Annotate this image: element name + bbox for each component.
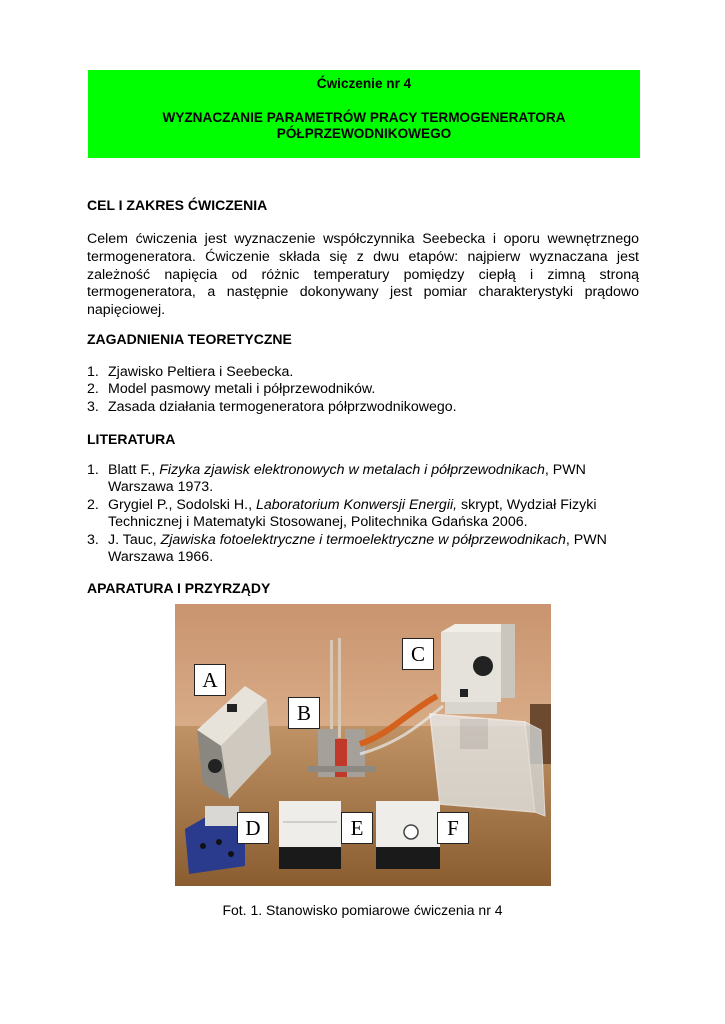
photo-label-c: C (402, 638, 434, 670)
list-item: 1. Zjawisko Peltiera i Seebecka. (87, 364, 294, 380)
plexiglass-tank (430, 714, 545, 816)
photo-label-f: F (437, 812, 469, 844)
photo-label-b: B (288, 697, 320, 729)
theory-list (87, 364, 647, 416)
list-item: 2. Grygiel P., Sodolski H., Laboratorium Konwersji Energii, skrypt, Wydział Fizyki Technicznej i Matematyki Stosowanej, Politechnika Gdańska 2006. (87, 496, 597, 531)
photo-label-d: D (237, 812, 269, 844)
goal-heading: CEL I ZAKRES ĆWICZENIA (87, 197, 268, 213)
list-item: 3. J. Tauc, Zjawiska fotoelektryczne i termoelektryczne w półprzewodnikach, PWN Warszawa 1966. (87, 531, 607, 566)
literature-heading: LITERATURA (87, 431, 176, 447)
lesson-number: Ćwiczenie nr 4 (316, 76, 412, 91)
photo-label-a: A (194, 664, 226, 696)
list-item: 2. Model pasmowy metali i półprzewodników. (87, 381, 376, 398)
page-title: WYZNACZANIE PARAMETRÓW PRACY TERMOGENERATORA PÓŁPRZEWODNIKOWEGO (162, 110, 566, 141)
list-item: 3. Zasada działania termogeneratora półprzwodnikowego. (87, 398, 457, 415)
device-e (279, 801, 341, 869)
title-banner (88, 70, 640, 158)
list-item: 1. Blatt F., Fizyka zjawisk elektronowych w metalach i półprzewodnikach, PWN Warszawa 1973. (87, 462, 586, 496)
photo-caption: Fot. 1. Stanowisko pomiarowe ćwiczenia nr 4 (222, 902, 503, 918)
goal-paragraph: Celem ćwiczenia jest wyznaczenie współczynnika Seebecka i oporu wewnętrznego termogeneratora. Ćwiczenie składa się z dwu etapów: najpierw wyznaczana jest zależność napięcia od różnic temperatury pomiędzy ciepłą i zimną stroną termogeneratora, a następnie dokonywany jest pomiar charakterystyki prądowo napięciowej. (87, 231, 639, 319)
apparatus-heading: APARATURA I PRZYRZĄDY (87, 580, 271, 596)
theory-heading: ZAGADNIENIA TEORETYCZNE (87, 331, 292, 347)
literature-list (87, 462, 632, 566)
apparatus-photo (175, 604, 551, 886)
device-f (376, 801, 440, 869)
photo-label-e: E (341, 812, 373, 844)
